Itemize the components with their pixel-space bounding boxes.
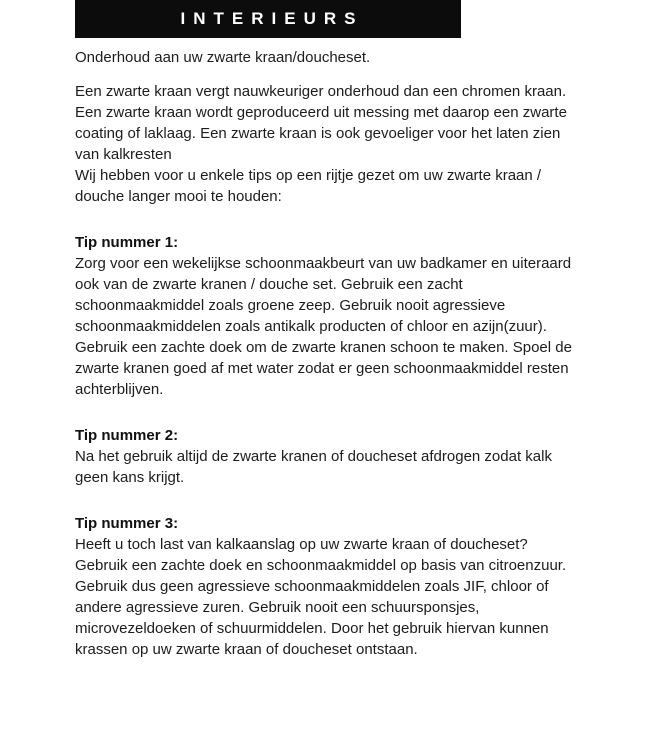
tip-heading: Tip nummer 1: <box>75 234 179 251</box>
tip-section-3 <box>75 513 575 660</box>
tip-paragraph: Zorg voor een wekelijkse schoonmaakbeurt van uw badkamer en uiteraard ook van de zwarte kranen / douche set. Gebruik een zacht schoonmaakmiddel zoals groene zeep. Gebruik nooit agressieve schoonmaakmiddelen zoals antikalk producten of chloor en azijn(zuur). <box>75 255 572 335</box>
brand-logo-text: INTERIEURS <box>180 9 364 28</box>
tip-section-2 <box>75 425 575 488</box>
tip-heading: Tip nummer 2: <box>75 427 179 444</box>
intro-paragraph: Wij hebben voor u enkele tips op een rijtje gezet om uw zwarte kraan / douche langer mooi te houden: <box>75 167 542 205</box>
tip-paragraph: Heeft u toch last van kalkaanslag op uw zwarte kraan of doucheset? Gebruik een zachte doek en schoonmaakmiddel op basis van citroenzuur. Gebruik dus geen agressieve schoonmaakmiddelen zoals JIF, chloor of andere agressieve zuren. Gebruik nooit een schuursponsjes, microvezeldoeken of schuurmiddelen. Door het gebruik hiervan kunnen krassen op uw zwarte kraan of doucheset ontstaan. <box>75 536 567 658</box>
tip-paragraph: Gebruik een zachte doek om de zwarte kranen schoon te maken. Spoel de zwarte kranen goed af met water zodat er geen schoonmaakmiddel resten achterblijven. <box>75 339 572 398</box>
tip-heading: Tip nummer 3: <box>75 515 179 532</box>
intro-paragraphs <box>75 81 575 207</box>
intro-paragraph: Een zwarte kraan vergt nauwkeuriger onderhoud dan een chromen kraan. Een zwarte kraan wordt geproduceerd uit messing met daarop een zwarte coating of laklaag. Een zwarte kraan is ook gevoeliger voor het laten zien van kalkresten <box>75 83 567 163</box>
article-title: Onderhoud aan uw zwarte kraan/doucheset. <box>75 49 371 66</box>
tip-section-1 <box>75 232 575 400</box>
tip-paragraph: Na het gebruik altijd de zwarte kranen of doucheset afdrogen zodat kalk geen kans krijgt. <box>75 448 552 486</box>
article-content <box>75 47 575 660</box>
brand-banner <box>75 0 461 38</box>
